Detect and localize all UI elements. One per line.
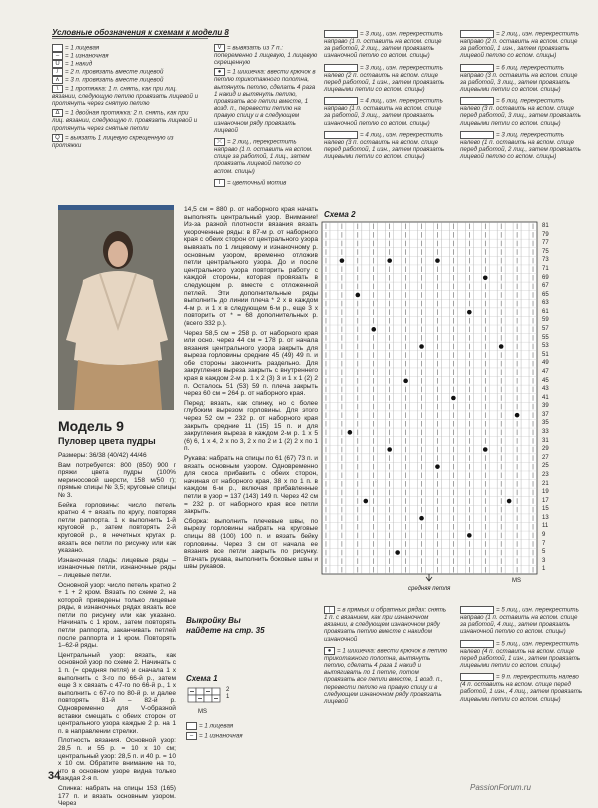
bobble-mark — [435, 464, 440, 469]
row-number: 29 — [542, 446, 549, 453]
paragraph: Основной узор: число петель кратно 2 + 1 + 2 кром. Вязать по схеме 2, на которой приведены только лицевые ряды, в изнаночных рядах вязать все петли по рисунку или как указано. Начинать с 1 кром., затем повторять петли раппорта, заканчивать петлей после раппорта и 1 кром. Повторять 1–62-й ряды. — [58, 581, 176, 650]
row-number: 47 — [542, 368, 549, 375]
row-number: 3 — [542, 557, 546, 564]
row-number: 27 — [542, 454, 549, 461]
legend-col4 — [460, 30, 584, 160]
bobble-mark — [395, 550, 400, 555]
bobble-mark — [419, 516, 424, 521]
bobble-mark — [371, 327, 376, 332]
bobble-mark — [467, 310, 472, 315]
paragraph: Центральный узор: вязать, как основной узор по схеме 2. Начинать с 1 п. (= средняя петля) и сначала 1 x выполнить с 3-го по 66-й р., затем еще 3 x связать с 47-го по 66-й р., 1 x выполнить с 67-го по 80-й р. и далее повторять 81-й – 82-й р. Одновременно для V-образной вставки смещать с обеих сторон от центрального узора каждые 2 р. на 1 п. в направлении стрелки. — [58, 651, 176, 735]
legend-item: U = 1 накид — [52, 60, 202, 68]
row-number: 11 — [542, 523, 549, 530]
scheme1-row-2: 2 — [226, 687, 230, 693]
row-number: 9 — [542, 532, 546, 539]
row-number: 59 — [542, 317, 549, 324]
legend-col3 — [324, 30, 446, 160]
bobble-mark — [483, 276, 488, 281]
row-number: 23 — [542, 471, 549, 478]
row-number: 69 — [542, 274, 549, 281]
paragraph: Через 58,5 см = 258 р. от наборного края или осно. через 44 см = 178 р. от начала вязания центрального узора закрыть для выреза горловины средние 45 (49) 49 п. и обе стороны закончить раздельно. Для закругления выреза закрыть с внутреннего края в каждом 2-м р. 1 х 2 (3) 3 и 1 х 1 (2) 2 п. Осталось 51 (53) 59 п. плеча закрыть через 60 см = 264 р. от наборного края. — [184, 329, 318, 398]
bobble-mark — [515, 413, 520, 418]
row-number: 1 — [542, 566, 546, 573]
legend-title: Условные обозначения к схемам к модели 8 — [52, 28, 229, 37]
row-number: 67 — [542, 283, 549, 290]
row-number: 81 — [542, 223, 549, 229]
legend-item: ∧ = 3 п. провязать вместе лицевой — [52, 76, 202, 84]
paragraph: Спинка: набрать на спицы 153 (165) 177 п. и вязать основным узором. Через — [58, 784, 176, 808]
row-number: 55 — [542, 334, 549, 341]
left-column-text — [58, 452, 176, 808]
row-number: 21 — [542, 480, 549, 487]
legend-item: = 1 лицевая — [52, 44, 202, 52]
bobble-mark — [499, 344, 504, 349]
legend-item: = 6 лиц. перекрестить налево (3 п. оставить на вспом. спице перед работой, 3 лиц., затем провязать лицевыми петли со вспом. спицы) — [460, 97, 581, 127]
model-title: Модель 9 — [58, 418, 124, 434]
row-number: 41 — [542, 394, 549, 401]
paragraph: Рукава: набрать на спицы по 61 (67) 73 п. и вязать основным узором. Одновременно для скоса прибавить с обеих сторон, начиная от наборного края, 38 х по 1 п. в каждом 6-м р., включая прибавленные петли в узор = 137 (143) 149 п. Через 42 см = 232 р. от наборного края все петли закрыть. — [184, 455, 318, 516]
row-number: 65 — [542, 291, 549, 298]
row-number: 35 — [542, 420, 549, 427]
model-photo — [58, 210, 174, 410]
legend-item: ● = 1 шишечка: ввести крючок в петлю трикотажного полотна, вытянуть петлю, сделать 4 раза 1 накид и вытягивать по 1 петле, потом провязать все петли вместе, 1 возд. п., перевести петлю на правую спицу и в следующем изнаночном ряду провязать лицевой — [324, 647, 448, 706]
scheme2-chart — [322, 222, 537, 582]
bobble-mark — [467, 533, 472, 538]
row-number: 49 — [542, 360, 549, 367]
legend-item: = 6 лиц. перекрестить направо (3 п. оставить на вспом. спице за работой, 3 лиц., затем провязать лицевыми петли со вспом. спицы) — [460, 64, 578, 94]
scheme1-row-1: 1 — [226, 694, 230, 700]
scheme1-chart — [186, 686, 246, 716]
scheme2-title: Схема 2 — [324, 210, 356, 219]
model-subtitle: Пуловер цвета пудры — [58, 436, 156, 446]
bottom-legend-right — [460, 606, 584, 703]
scheme2-grid — [322, 222, 537, 582]
bobble-mark — [419, 344, 424, 349]
legend-item: = 5 лиц., изн. перекрестить налево (4 п. оставить на вспом. спице перед работой, 1 изн., затем провязать лицевыми петли со вспом. спицы) — [460, 640, 581, 670]
paragraph: Сборка: выполнить плечевые швы, по вырезу горловины набрать на круговые спицы 88 (100) 100 п. и вязать бейку горловины. Через 3 см от начала ее вязания все петли закрыть по рисунку. Втачать рукава, выполнить боковые швы и швы рукавов. — [184, 517, 318, 571]
legend-item: Δ = 1 двойная протяжка: 2 п. снять, как при лиц. вязании, следующую п. провязать лицевой и протянуть через снятые петли — [52, 110, 198, 132]
legend-item: = 3 лиц., изн. перекрестить налево (2 п. оставить на вспом. спице перед работой, 1 изн., затем провязать лицевыми петли со вспом. спицы) — [324, 64, 445, 94]
paragraph: Перед: вязать, как спинку, но с более глубоким вырезом горловины. Для этого через 52 см = 232 р. от наборного края закрыть средние 11 (15) 15 п. и для закругления выреза в каждом 2-м р. 1 x 5 (6) 6, 1 x 4, 2 x по 3, 2 x по 2 и 1 (2) 2 x по 1 п. — [184, 399, 318, 453]
row-number: 75 — [542, 248, 549, 255]
paragraph: Бейка горловины: число петель кратно 4 + вязать по кругу, повторяя петли раппорта. 1 к выполнить 1-й круговой р., затем повторять 2-й круговой р., в нечетных кругах р. вязать все петли по рисунку или как указано. — [58, 501, 176, 555]
row-number: 15 — [542, 506, 549, 513]
bobble-mark — [387, 258, 392, 263]
bobble-mark — [363, 499, 368, 504]
row-number: 17 — [542, 497, 549, 504]
row-number: 31 — [542, 437, 549, 444]
bobble-mark — [483, 447, 488, 452]
legend-item: – = 1 изнаночная — [52, 52, 202, 60]
row-number: 13 — [542, 514, 549, 521]
bobble-mark — [435, 258, 440, 263]
bobble-mark — [451, 396, 456, 401]
bottom-legend-left — [324, 606, 448, 705]
site-watermark: PassionForum.ru — [470, 783, 531, 792]
paragraph: Вам потребуется: 800 (850) 900 г пряжи цвета пудры (100% мериносовой шерсти, 158 м/50 г); прямые спицы № 3,5; круговые спицы № 3. — [58, 461, 176, 499]
row-number: 73 — [542, 257, 549, 264]
legend-item: = 3 лиц. перекрестить налево (1 п. оставить на вспом. спице перед работой, 2 лиц., затем провязать лицевой петлю со вспом. спицы) — [460, 131, 581, 161]
legend-item: \ = 1 протяжка: 1 п. снять, как при лиц. вязании, следующую петлю провязать лицевой и протянуть через снятую петлю — [52, 85, 199, 108]
model-photo-illustration — [58, 210, 174, 410]
bobble-mark — [387, 447, 392, 452]
row-number: 71 — [542, 265, 549, 272]
pattern-reference: Выкройку Вы найдете на стр. 35 — [186, 616, 265, 635]
bobble-mark — [507, 499, 512, 504]
grid-background — [322, 222, 537, 574]
legend-item: = 2 лиц., изн. перекрестить направо (2 п. оставить на вспом. спице за работой, 1 изн., затем провязать лицевой петлю со вспом. спицы) — [460, 30, 579, 60]
legend-col2 — [214, 44, 320, 187]
legend-item: = 4 лиц., изн. перекрестить налево (3 п. оставить на вспом. спице перед работой, 1 изн., затем провязать лицевыми петли со вспом. спицы) — [324, 131, 445, 161]
row-number: 43 — [542, 386, 549, 393]
legend-item: | = в прямых и обратных рядах: снять 1 п. с вязанием, как при изнаночном вязании, в следующем изнаночном ряду провязать петлю вместе с накидом изнаночной — [324, 606, 447, 643]
row-number: 45 — [542, 377, 549, 384]
legend-item: = 5 лиц., изн. перекрестить направо (1 п. оставить на вспом. спице за работой, 4 лиц., затем провязать изнаночной петлю со вспом. спицы) — [460, 606, 579, 636]
legend-item: / = 2 п. провязать вместе лицевой — [52, 68, 202, 76]
row-number: 33 — [542, 429, 549, 436]
scheme2-ms-label: MS — [512, 578, 521, 584]
legend-item: = 4 лиц., изн. перекрестить направо (1 п. оставить на вспом. спице за работой, 3 лиц., затем провязать изнаночной петлю со вспом. спицы) — [324, 97, 443, 127]
middle-column-text — [184, 206, 318, 571]
scheme1-legend-knit: = 1 лицевая — [186, 722, 233, 730]
scheme2-middle-label: средняя петля — [408, 586, 451, 592]
row-number: 7 — [542, 540, 546, 547]
row-number: 25 — [542, 463, 549, 470]
row-number: 53 — [542, 343, 549, 350]
middle-stitch-arrow — [426, 574, 432, 581]
row-number: 5 — [542, 549, 546, 556]
paragraph: Размеры: 36/38 (40/42) 44/46 — [58, 452, 147, 459]
title-underline — [52, 38, 208, 39]
paragraph: Плотность вязания. Основной узор: 28,5 п. и 55 р. = 10 х 10 см; центральный узор: 28,5 п. и 40 р. = 10 x 10 см. Обратите внимание на то, что в основном узоре видна только каждая 2-я п. — [58, 737, 176, 783]
scheme1-title: Схема 1 — [186, 674, 218, 683]
row-number: 39 — [542, 403, 549, 410]
bobble-mark — [348, 430, 353, 435]
legend-item: = 9 п. перекрестить налево (4 п. оставить на вспом. спице перед работой, 1 изн., 4 лиц., затем провязать лицевыми петли со вспом. спицы) — [460, 673, 583, 703]
bobble-mark — [340, 258, 345, 263]
legend-item: ⤫ = 2 лиц., перекрестить направо (1 п. оставить на вспом. спице за работой, 1 лиц., затем провязать лицевой петлю со вспом. спицы) — [214, 138, 313, 175]
legend-col1 — [52, 44, 202, 149]
bobble-mark — [403, 379, 408, 384]
legend-item: V = вывязать из 7 п.: попеременно 1 лицевую, 1 лицевую скрещенную — [214, 44, 318, 67]
row-number: 57 — [542, 326, 549, 333]
row-number: 79 — [542, 231, 549, 238]
row-number: 77 — [542, 240, 549, 247]
row-number: 37 — [542, 411, 549, 418]
row-number: 61 — [542, 308, 549, 315]
paragraph: Изнаночная гладь: лицевые ряды – изнаночные петли, изнаночные ряды – лицевые петли. — [58, 556, 176, 579]
legend-item: = 3 лиц., изн. перекрестить направо (1 п. оставить на вспом. спице за работой, 2 лиц., затем провязать изнаночной петлю со вспом. спицы) — [324, 30, 443, 60]
row-number: 63 — [542, 300, 549, 307]
paragraph: 14,5 см = 880 р. от наборного края начать выполнять центральный узор. Внимание! Из-за разной плотности вязания вязать укороченные ряды: в 87-м р. от наборного края с обеих сторон от центрального узора вывязать по 1 лицевому и изнаночному р. основным узором, временно отложив петли центрального узора. До и после центрального узора повторить работу с каждой стороны, которая провязать в следующем р. вместе с отложенной петлей. Эти дополнительные ряды выполнить до линии плеча * 2 x в каждом 4-м р. и 1 x в следующем 6-м р., еще 3 x повторить от * = 68 дополнительных р. (всего 332 р.). — [184, 206, 318, 327]
row-number: 19 — [542, 489, 549, 496]
legend-item: Q = выязать 1 лицевую скрещенную из протяжки — [52, 134, 174, 149]
row-number: 51 — [542, 351, 549, 358]
bobble-mark — [356, 293, 361, 298]
page-number: 34 — [48, 770, 61, 782]
legend-item: ● = 1 шишечка: ввести крючок в петлю трикотажного полотна, вытянуть петлю, сделать 4 раза 1 накид и вытянуть петлю, провязать все петли вместе, 1 возд. п., перевести петлю на правую спицу и в следующем изнаночном ряду провязать лицевой — [214, 69, 316, 134]
scheme1-legend-purl: – = 1 изнаночная — [186, 732, 243, 740]
legend-item: I = цветочный мотив — [214, 179, 320, 187]
scheme1-ms: MS — [198, 709, 207, 715]
